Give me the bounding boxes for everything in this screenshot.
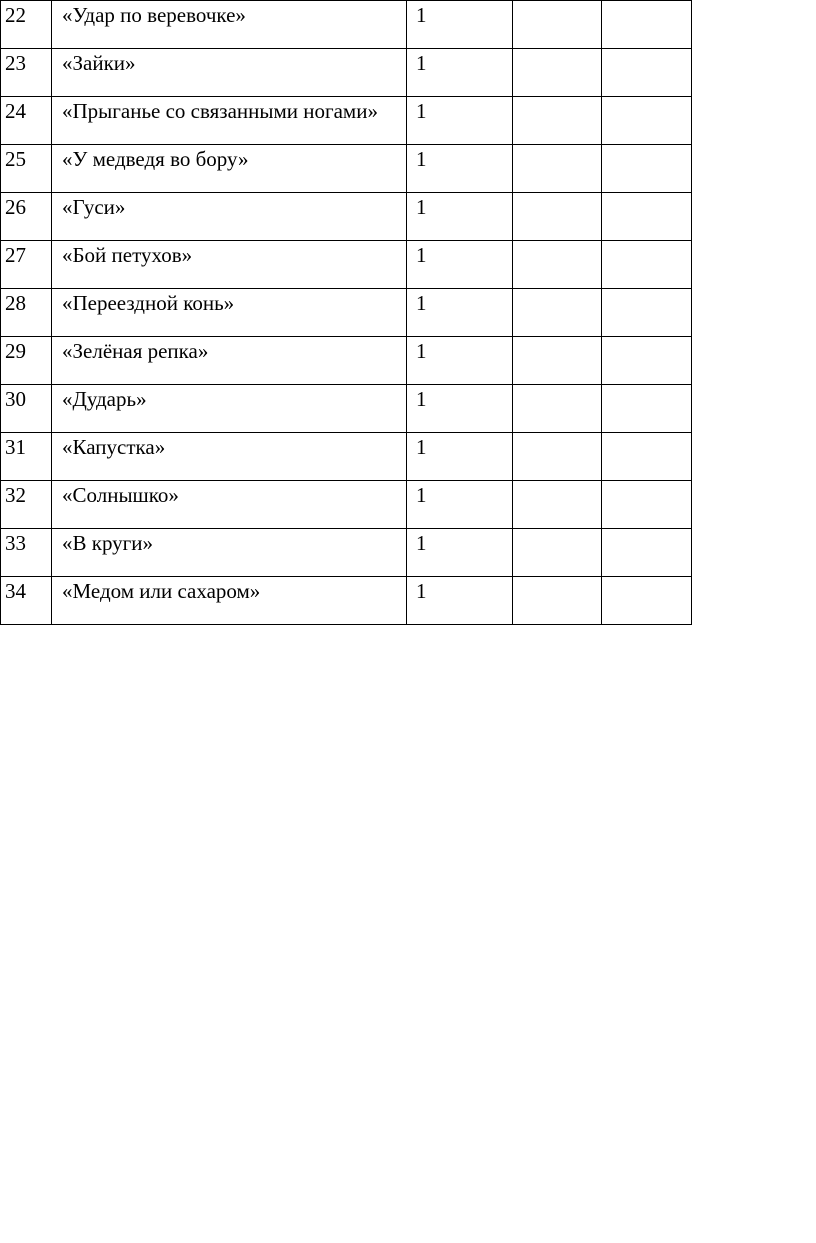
- hours-cell: 1: [407, 97, 513, 145]
- empty-cell: [513, 241, 602, 289]
- row-number: 22: [1, 1, 52, 49]
- hours-cell: 1: [407, 145, 513, 193]
- hours-cell: 1: [407, 577, 513, 625]
- row-number: 24: [1, 97, 52, 145]
- row-number: 28: [1, 289, 52, 337]
- row-number: 25: [1, 145, 52, 193]
- row-number: 34: [1, 577, 52, 625]
- empty-cell: [602, 193, 692, 241]
- game-title: «Гуси»: [52, 193, 407, 241]
- table-row: [1, 193, 692, 241]
- row-number: 31: [1, 433, 52, 481]
- empty-cell: [513, 193, 602, 241]
- hours-cell: 1: [407, 385, 513, 433]
- row-number: 29: [1, 337, 52, 385]
- empty-cell: [513, 97, 602, 145]
- game-title: «Дударь»: [52, 385, 407, 433]
- table-row: [1, 97, 692, 145]
- empty-cell: [513, 49, 602, 97]
- table-row: [1, 289, 692, 337]
- game-title: «Бой петухов»: [52, 241, 407, 289]
- hours-cell: 1: [407, 529, 513, 577]
- hours-cell: 1: [407, 433, 513, 481]
- empty-cell: [513, 481, 602, 529]
- empty-cell: [602, 241, 692, 289]
- table-row: [1, 337, 692, 385]
- table-row: [1, 577, 692, 625]
- game-title: «Медом или сахаром»: [52, 577, 407, 625]
- empty-cell: [602, 145, 692, 193]
- empty-cell: [602, 481, 692, 529]
- empty-cell: [602, 433, 692, 481]
- row-number: 23: [1, 49, 52, 97]
- game-title: «Зайки»: [52, 49, 407, 97]
- table-row: [1, 481, 692, 529]
- empty-cell: [513, 385, 602, 433]
- table-row: [1, 529, 692, 577]
- row-number: 27: [1, 241, 52, 289]
- table-row: [1, 49, 692, 97]
- empty-cell: [602, 337, 692, 385]
- game-title: «В круги»: [52, 529, 407, 577]
- empty-cell: [513, 433, 602, 481]
- hours-cell: 1: [407, 289, 513, 337]
- empty-cell: [602, 289, 692, 337]
- empty-cell: [602, 385, 692, 433]
- empty-cell: [602, 577, 692, 625]
- empty-cell: [513, 577, 602, 625]
- hours-cell: 1: [407, 193, 513, 241]
- hours-cell: 1: [407, 49, 513, 97]
- game-title: «Переездной конь»: [52, 289, 407, 337]
- game-title: «Капустка»: [52, 433, 407, 481]
- row-number: 30: [1, 385, 52, 433]
- lesson-table-body: [1, 1, 692, 625]
- hours-cell: 1: [407, 1, 513, 49]
- empty-cell: [513, 337, 602, 385]
- table-row: [1, 433, 692, 481]
- empty-cell: [602, 49, 692, 97]
- lesson-table: [0, 0, 692, 625]
- row-number: 33: [1, 529, 52, 577]
- empty-cell: [513, 529, 602, 577]
- game-title: «Удар по веревочке»: [52, 1, 407, 49]
- row-number: 26: [1, 193, 52, 241]
- table-row: [1, 241, 692, 289]
- game-title: «Солнышко»: [52, 481, 407, 529]
- table-row: [1, 1, 692, 49]
- empty-cell: [513, 145, 602, 193]
- row-number: 32: [1, 481, 52, 529]
- table-row: [1, 145, 692, 193]
- hours-cell: 1: [407, 337, 513, 385]
- game-title: «У медведя во бору»: [52, 145, 407, 193]
- empty-cell: [602, 1, 692, 49]
- empty-cell: [513, 1, 602, 49]
- table-row: [1, 385, 692, 433]
- empty-cell: [602, 529, 692, 577]
- game-title: «Зелёная репка»: [52, 337, 407, 385]
- empty-cell: [513, 289, 602, 337]
- hours-cell: 1: [407, 481, 513, 529]
- game-title: «Прыганье со связанными ногами»: [52, 97, 407, 145]
- empty-cell: [602, 97, 692, 145]
- hours-cell: 1: [407, 241, 513, 289]
